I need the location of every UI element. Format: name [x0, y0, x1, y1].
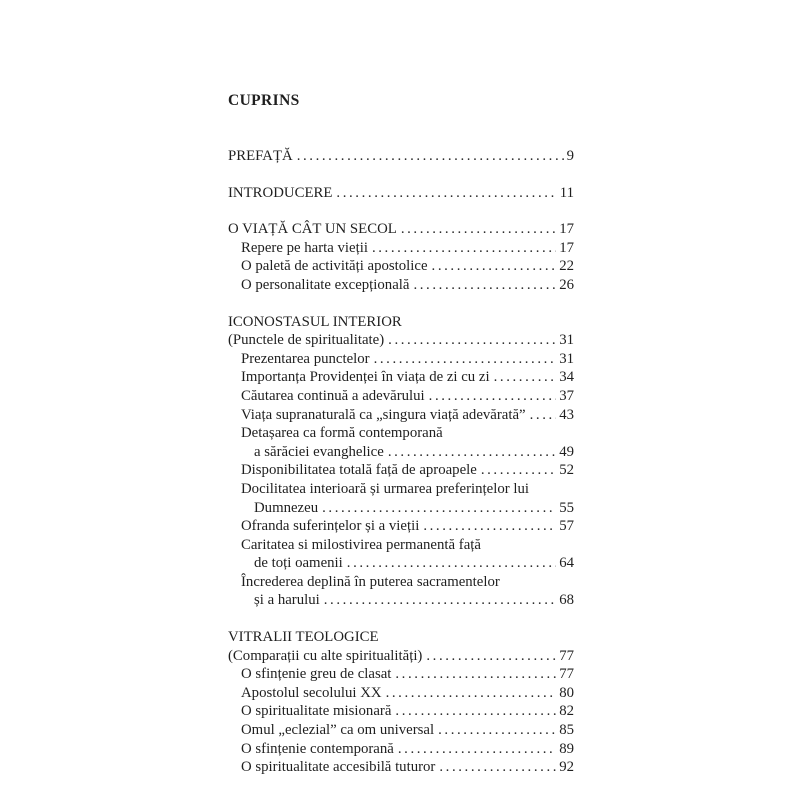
page-number: 68: [559, 592, 574, 609]
toc-entry-label: Încrederea deplină în puterea sacramentelor: [241, 573, 500, 590]
toc-entry-label: Ofranda suferințelor și a vieții: [241, 518, 420, 535]
page-number: 11: [559, 184, 574, 201]
toc-entry-label: Dumnezeu: [254, 499, 319, 516]
toc-entry-label: ICONOSTASUL INTERIOR: [228, 313, 402, 330]
dot-leader: [494, 368, 557, 387]
toc-entry-continuation-row: [228, 443, 574, 462]
toc-entry-row: [228, 406, 574, 425]
dot-leader: [322, 499, 556, 518]
toc-entry-label: (Punctele de spiritualitate): [228, 332, 385, 349]
page-title: CUPRINS: [228, 92, 300, 109]
toc-entry-label: O paletă de activități apostolice: [241, 258, 428, 275]
toc-entry-row: [228, 740, 574, 759]
dot-leader: [336, 184, 556, 203]
dot-leader: [413, 276, 556, 295]
toc-entry-label: și a harului: [254, 592, 320, 609]
toc-entry-label: Omul „eclezial” ca om universal: [241, 722, 435, 739]
dot-leader: [297, 147, 564, 166]
page-number: 57: [559, 518, 574, 535]
toc-entry-row: [228, 665, 574, 684]
toc-entry-label: VITRALII TEOLOGICE: [228, 629, 379, 646]
toc-entry-label: INTRODUCERE: [228, 184, 333, 201]
toc-entry-row: [228, 387, 574, 406]
toc-entry-label: O spiritualitate misionară: [241, 703, 392, 720]
toc-entry-continuation-row: [228, 554, 574, 573]
toc-entry-label: Prezentarea punctelor: [241, 350, 370, 367]
toc-entry-row: [228, 368, 574, 387]
page-number: 52: [559, 462, 574, 479]
toc-section-row: [228, 147, 574, 166]
toc-entry-row: [228, 276, 574, 295]
toc-entry-label: a sărăciei evanghelice: [254, 443, 384, 460]
page-number: 89: [559, 740, 574, 757]
table-of-contents-page: [228, 92, 574, 777]
toc-entry-label: PREFAȚĂ: [228, 148, 293, 164]
page-number: 80: [559, 684, 574, 701]
toc-entry-row: [228, 424, 574, 443]
toc-entry-label: O VIAȚĂ CÂT UN SECOL: [228, 221, 397, 238]
page-number: 34: [559, 369, 574, 386]
page-number: 82: [559, 703, 574, 720]
toc-entry-label: (Comparații cu alte spiritualități): [228, 647, 423, 664]
toc-section-row: [228, 184, 574, 203]
dot-leader: [347, 554, 556, 573]
page-number: 55: [559, 499, 574, 516]
toc-section-row: [228, 220, 574, 239]
toc-entry-row: [228, 721, 574, 740]
dot-leader: [438, 721, 556, 740]
page-number: 43: [559, 406, 574, 423]
dot-leader: [395, 702, 556, 721]
toc-entry-row: [228, 684, 574, 703]
dot-leader: [372, 239, 556, 258]
toc-entry-continuation-row: [228, 591, 574, 610]
toc-entry-row: [228, 702, 574, 721]
page-number: 31: [559, 332, 574, 349]
toc-entry-row: [228, 517, 574, 536]
page-number: 77: [559, 666, 574, 683]
page-number: 85: [559, 722, 574, 739]
dot-leader: [426, 647, 556, 666]
toc-entry-label: Viața supranaturală ca „singura viață adevărată”: [241, 406, 526, 423]
toc-section-subtitle-row: [228, 647, 574, 666]
toc-entry-row: [228, 758, 574, 777]
dot-leader: [374, 350, 557, 369]
dot-leader: [395, 665, 556, 684]
toc-entry-row: [228, 239, 574, 258]
toc-entry-label: Docilitatea interioară și urmarea preferințelor lui: [241, 480, 529, 497]
toc-entry-label: O sfințenie greu de clasat: [241, 666, 392, 683]
page-number: 17: [559, 239, 574, 256]
toc-entry-label: Detașarea ca formă contemporană: [241, 425, 443, 442]
toc-entry-label: O sfințenie contemporană: [241, 740, 394, 757]
dot-leader: [324, 591, 556, 610]
dot-leader: [423, 517, 556, 536]
page-number: 77: [559, 647, 574, 664]
page-number: 92: [559, 759, 574, 776]
toc-section-row: [228, 313, 574, 332]
dot-leader: [432, 257, 557, 276]
toc-entry-row: [228, 536, 574, 555]
toc-entry-label: de toți oamenii: [254, 555, 343, 572]
dot-leader: [481, 461, 556, 480]
dot-leader: [429, 387, 557, 406]
dot-leader: [401, 220, 556, 239]
page-number: 64: [559, 555, 574, 572]
toc-entry-label: Căutarea continuă a adevărului: [241, 387, 425, 404]
dot-leader: [439, 758, 556, 777]
dot-leader: [386, 684, 557, 703]
dot-leader: [530, 406, 557, 425]
toc-entry-row: [228, 257, 574, 276]
page-number: 22: [559, 258, 574, 275]
toc-entry-label: O spiritualitate accesibilă tuturor: [241, 759, 436, 776]
dot-leader: [388, 331, 556, 350]
toc-entry-continuation-row: [228, 499, 574, 518]
toc-entry-row: [228, 461, 574, 480]
page-number: 37: [559, 387, 574, 404]
toc-entry-label: Apostolul secolului XX: [241, 684, 382, 701]
toc-entry-label: Repere pe harta vieții: [241, 239, 368, 256]
toc-entry-row: [228, 350, 574, 369]
dot-leader: [388, 443, 556, 462]
dot-leader: [398, 740, 556, 759]
toc-section-row: [228, 628, 574, 647]
page-number: 17: [559, 221, 574, 238]
page-number: 49: [559, 443, 574, 460]
page-number: 9: [566, 148, 574, 164]
toc-entry-label: Importanța Providenței în viața de zi cu zi: [241, 369, 490, 386]
page-number: 31: [559, 350, 574, 367]
toc-entry-row: [228, 573, 574, 592]
toc-section-subtitle-row: [228, 331, 574, 350]
toc-entry-row: [228, 480, 574, 499]
toc-entry-label: Caritatea si milostivirea permanentă față: [241, 536, 481, 553]
page-number: 26: [559, 276, 574, 293]
toc-entry-label: O personalitate excepțională: [241, 276, 410, 293]
toc-entry-label: Disponibilitatea totală față de aproapele: [241, 462, 477, 479]
